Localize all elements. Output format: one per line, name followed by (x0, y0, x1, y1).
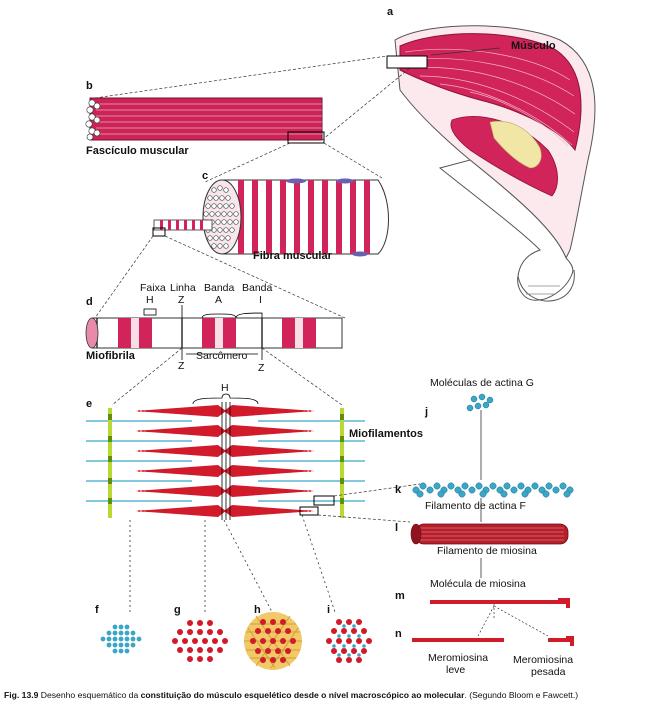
actin-f-filament (413, 483, 573, 497)
label-faixa-h: H (146, 294, 154, 306)
label-molecula-miosina: Molécula de miosina (430, 578, 526, 590)
fiber-illustration (153, 143, 389, 257)
label-fasciculo: Fascículo muscular (86, 145, 189, 157)
meromyosin-fragments (412, 606, 574, 646)
arm-illustration (387, 26, 595, 301)
heavy-meromyosin (548, 638, 568, 642)
cross-section-g (172, 620, 228, 662)
cross-section-i (326, 619, 372, 663)
caption-prefix: Fig. 13.9 (4, 690, 39, 700)
label-z-bottom-right: Z (258, 362, 265, 374)
label-sarcomero: Sarcômero (196, 350, 248, 362)
label-e: e (86, 398, 93, 410)
label-banda-a: A (215, 294, 223, 306)
label-actina-f: Filamento de actina F (425, 500, 526, 512)
label-meromiosina-leve-1: Meromiosina (428, 652, 489, 664)
label-a: a (387, 6, 394, 18)
fascicle-illustration (86, 56, 410, 143)
label-h-top: H (221, 382, 229, 394)
caption-part1: Desenho esquemático da (38, 690, 141, 700)
label-linha: Linha (170, 282, 196, 294)
label-d: d (86, 296, 93, 308)
myosin-filament (411, 524, 568, 544)
actin-g-molecules (467, 394, 493, 411)
label-meromiosina-pesada-2: pesada (531, 666, 566, 678)
label-j: j (425, 406, 429, 418)
figure-caption (4, 690, 663, 700)
label-h: h (254, 604, 261, 616)
label-banda-i-word: Banda (242, 282, 273, 294)
cross-section-f (101, 625, 142, 654)
label-meromiosina-pesada-1: Meromiosina (513, 654, 574, 666)
label-linha-z: Z (178, 294, 185, 306)
label-meromiosina-leve-2: leve (446, 664, 466, 676)
label-z-bottom-left: Z (178, 360, 185, 372)
myosin-molecule (430, 598, 570, 618)
label-g: g (174, 604, 181, 616)
label-fibra: Fibra muscular (253, 250, 332, 262)
label-k: k (395, 484, 402, 496)
sample-box-a (387, 56, 427, 68)
light-meromyosin (412, 638, 504, 642)
label-filamento-miosina: Filamento de miosina (437, 545, 537, 557)
label-faixa: Faixa (140, 282, 166, 294)
label-l: l (395, 522, 399, 534)
label-f: f (95, 604, 99, 616)
caption-part2: . (Segundo Bloom e Fawcett.) (464, 690, 579, 700)
cross-section-h (244, 612, 302, 670)
label-m: m (395, 590, 405, 602)
label-actina-g: Moléculas de actina G (430, 377, 534, 389)
label-musculo: Músculo (511, 40, 556, 52)
label-banda-i: I (259, 294, 262, 306)
label-b: b (86, 80, 93, 92)
label-n: n (395, 628, 402, 640)
label-miofilamentos: Miofilamentos (349, 428, 423, 440)
label-c: c (202, 170, 209, 182)
label-i: i (327, 604, 331, 616)
caption-bold: constituição do músculo esquelético desde o nível macroscópico ao molecular (140, 690, 465, 700)
label-banda-a-word: Banda (204, 282, 235, 294)
label-miofibrila: Miofibrila (86, 350, 135, 362)
